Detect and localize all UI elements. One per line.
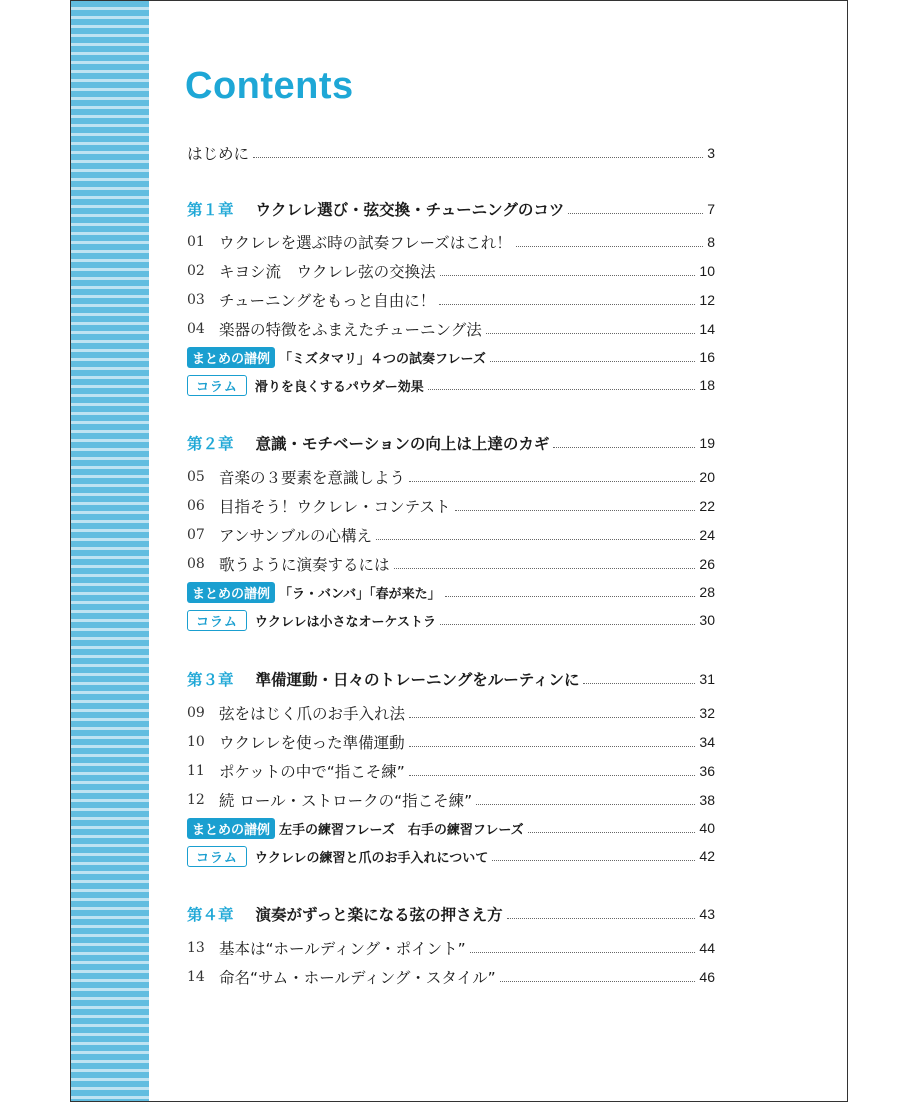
leader-dots [583,682,695,684]
column-page: 30 [699,612,715,628]
toc-item[interactable] [187,316,715,342]
item-number: 12 [187,792,205,808]
item-text: 音楽の３要素を意識しよう [219,469,406,487]
leader-dots [476,803,695,805]
item-number: 07 [187,527,205,543]
leader-dots [440,274,696,276]
chapter-label: 第３章 [187,671,234,689]
item-text: 続 ロール・ストロークの“指こそ練” [219,792,473,810]
toc-column[interactable] [187,372,715,398]
leader-dots [394,567,696,569]
item-page: 34 [699,734,715,750]
toc-item[interactable] [187,964,715,990]
item-page: 26 [699,556,715,572]
leader-dots [516,245,703,247]
column-badge: コラム [187,375,247,396]
summary-text: 「ミズタマリ」４つの試奏フレーズ [279,351,486,367]
toc-intro[interactable] [187,140,715,166]
summary-badge: まとめの譜例 [187,582,275,603]
item-page: 32 [699,705,715,721]
toc-column[interactable] [187,843,715,869]
column-text: 滑りを良くするパウダー効果 [254,379,424,395]
item-text: ポケットの中で“指こそ練” [219,763,405,781]
column-page: 42 [699,848,715,864]
leader-dots [409,716,695,718]
chapter-page: 7 [707,201,715,217]
item-page: 36 [699,763,715,779]
item-number: 13 [187,940,205,956]
column-page: 18 [699,377,715,393]
item-page: 38 [699,792,715,808]
item-page: 46 [699,969,715,985]
leader-dots [568,212,703,214]
item-text: アンサンブルの心構え [219,527,372,545]
summary-page: 40 [699,820,715,836]
toc-item[interactable] [187,493,715,519]
chapter-title: 準備運動・日々のトレーニングをルーティンに [255,671,580,689]
item-text: 楽器の特徴をふまえたチューニング法 [219,321,482,339]
toc-item[interactable] [187,551,715,577]
leader-dots [409,480,695,482]
toc-column[interactable] [187,607,715,633]
item-text: チューニングをもっと自由に！ [219,292,436,310]
toc-item[interactable] [187,522,715,548]
summary-badge: まとめの譜例 [187,818,275,839]
chapter-page: 43 [699,906,715,922]
item-number: 02 [187,263,205,279]
toc-chapter-2[interactable] [187,430,715,456]
toc-item[interactable] [187,787,715,813]
toc-summary[interactable] [187,579,715,605]
leader-dots [409,745,696,747]
item-number: 01 [187,234,205,250]
column-badge: コラム [187,846,247,867]
decorative-stripe [71,1,149,1101]
leader-dots [455,509,696,511]
toc-item[interactable] [187,729,715,755]
summary-badge: まとめの譜例 [187,347,275,368]
chapter-title: ウクレレ選び・弦交換・チューニングのコツ [255,201,565,219]
item-text: キヨシ流 ウクレレ弦の交換法 [219,263,436,281]
item-page: 44 [699,940,715,956]
item-page: 10 [699,263,715,279]
item-number: 14 [187,969,205,985]
item-page: 22 [699,498,715,514]
leader-dots [490,360,696,362]
chapter-title: 意識・モチベーションの向上は上達のカギ [255,435,550,453]
item-number: 10 [187,734,205,750]
item-page: 14 [699,321,715,337]
summary-page: 16 [699,349,715,365]
leader-dots [528,831,696,833]
item-number: 08 [187,556,205,572]
summary-text: 「ラ・バンバ」「春が来た」 [279,586,441,602]
leader-dots [492,859,695,861]
leader-dots [376,538,695,540]
toc-chapter-4[interactable] [187,901,715,927]
item-number: 06 [187,498,205,514]
column-text: ウクレレは小さなオーケストラ [254,614,437,630]
item-number: 03 [187,292,205,308]
page-title: Contents [185,65,354,107]
leader-dots [486,332,696,334]
item-number: 04 [187,321,205,337]
toc-item[interactable] [187,464,715,490]
item-page: 20 [699,469,715,485]
leader-dots [440,623,695,625]
column-text: ウクレレの練習と爪のお手入れについて [254,850,489,866]
toc-item[interactable] [187,258,715,284]
toc-summary[interactable] [187,815,715,841]
chapter-page: 19 [699,435,715,451]
toc-chapter-3[interactable] [187,666,715,692]
item-text: 歌うように演奏するには [219,556,390,574]
item-text: 基本は“ホールディング・ポイント” [219,940,466,958]
item-number: 09 [187,705,205,721]
toc-item[interactable] [187,700,715,726]
item-page: 24 [699,527,715,543]
chapter-label: 第１章 [187,201,234,219]
leader-dots [439,303,695,305]
leader-dots [409,774,696,776]
item-text: 目指そう！ウクレレ・コンテスト [219,498,451,516]
item-number: 05 [187,469,205,485]
toc-intro-text: はじめに [187,145,250,163]
toc-item[interactable] [187,758,715,784]
item-text: ウクレレを選ぶ時の試奏フレーズはこれ！ [219,234,512,252]
chapter-title: 演奏がずっと楽になる弦の押さえ方 [255,906,503,924]
summary-text: 左手の練習フレーズ 右手の練習フレーズ [279,822,524,838]
toc-item[interactable] [187,229,715,255]
toc-summary[interactable] [187,344,715,370]
toc-chapter-1[interactable] [187,196,715,222]
book-page [70,0,848,1102]
toc-item[interactable] [187,287,715,313]
leader-dots [253,156,703,158]
item-page: 12 [699,292,715,308]
item-text: 弦をはじく爪のお手入れ法 [219,705,406,723]
item-page: 8 [707,234,715,250]
chapter-label: 第２章 [187,435,234,453]
item-text: 命名“サム・ホールディング・スタイル” [219,969,496,987]
item-number: 11 [187,763,205,779]
leader-dots [445,595,696,597]
column-badge: コラム [187,610,247,631]
toc-item[interactable] [187,935,715,961]
leader-dots [507,917,696,919]
leader-dots [428,388,696,390]
leader-dots [500,980,696,982]
chapter-label: 第４章 [187,906,234,924]
summary-page: 28 [699,584,715,600]
leader-dots [470,951,696,953]
item-text: ウクレレを使った準備運動 [219,734,405,752]
chapter-page: 31 [699,671,715,687]
leader-dots [553,446,695,448]
toc-intro-page: 3 [707,145,715,161]
